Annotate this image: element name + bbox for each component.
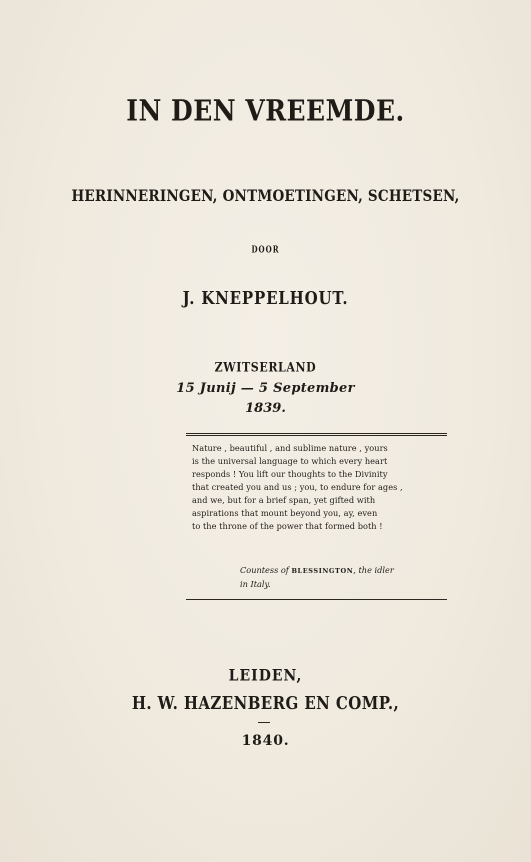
- book-subtitle: HERINNERINGEN, ONTMOETINGEN, SCHETSEN,: [71, 186, 460, 206]
- attribution-suffix: , the idler: [353, 565, 394, 575]
- epigraph-line: that created you and us ; you, to endure for ages ,: [192, 482, 403, 492]
- travel-year: 1839.: [245, 401, 286, 416]
- imprint-city: LEIDEN,: [228, 666, 303, 686]
- epigraph-bottom-rule: [186, 599, 447, 600]
- epigraph-line: responds ! You lift our thoughts to the Divinity: [192, 469, 388, 479]
- epigraph-attribution: [240, 564, 445, 591]
- epigraph-line: aspirations that mount beyond you, ay, even: [192, 508, 378, 518]
- attribution-name: BLESSINGTON: [291, 567, 354, 575]
- book-title: IN DEN VREEMDE.: [126, 93, 405, 128]
- author-name: J. KNEPPELHOUT.: [182, 287, 349, 309]
- epigraph-line: is the universal language to which every heart: [192, 456, 388, 466]
- imprint-divider: [258, 722, 270, 723]
- attribution-prefix: Countess of: [240, 565, 289, 575]
- travel-dates: 15 Junij — 5 September: [176, 381, 355, 396]
- epigraph-line: and we, but for a brief span, yet gifted with: [192, 495, 376, 505]
- epigraph-top-rule: [186, 433, 447, 436]
- attribution-line2: in Italy.: [240, 579, 271, 589]
- imprint-year: 1840.: [241, 733, 290, 749]
- place-heading: ZWITSERLAND: [214, 359, 317, 376]
- epigraph-line: Nature , beautiful , and sublime nature , yours: [192, 443, 388, 453]
- epigraph-text: [192, 442, 445, 533]
- epigraph-line: to the throne of the power that formed both !: [192, 521, 383, 531]
- imprint-publisher: H. W. HAZENBERG EN COMP.,: [131, 692, 400, 714]
- by-label: DOOR: [251, 243, 280, 256]
